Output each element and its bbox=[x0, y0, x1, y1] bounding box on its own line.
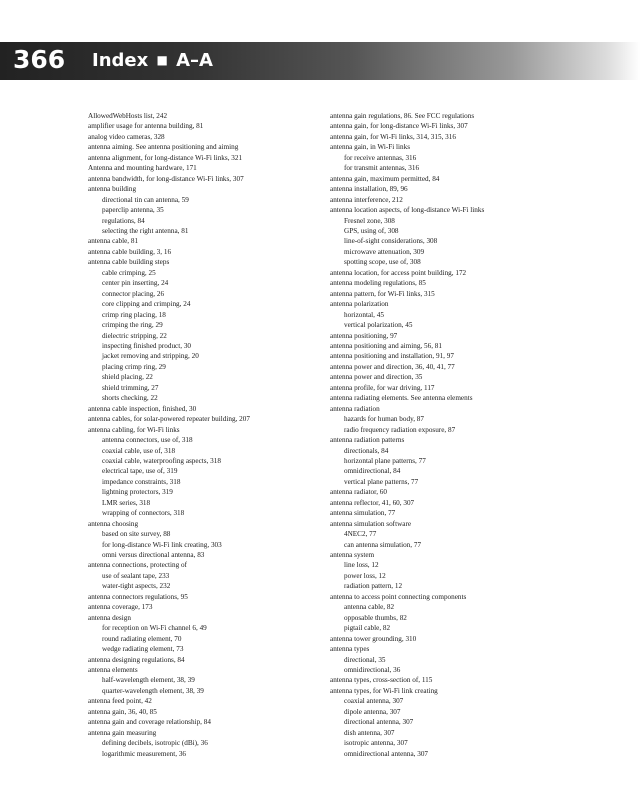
index-entry: antenna bandwidth, for long-distance Wi-Fi links, 307 bbox=[88, 174, 244, 183]
index-entry: antenna cable building, 3, 16 bbox=[88, 247, 172, 256]
index-subentry: connector placing, 26 bbox=[102, 289, 165, 298]
index-entry: antenna connectors regulations, 95 bbox=[88, 592, 188, 601]
index-subentry: based on site survey, 88 bbox=[102, 530, 171, 539]
index-subentry: omni versus directional antenna, 83 bbox=[102, 551, 205, 560]
index-entry: antenna simulation, 77 bbox=[330, 509, 396, 518]
index-entry: AllowedWebHosts list, 242 bbox=[88, 112, 168, 120]
index-subentry: for reception on Wi-Fi channel 6, 49 bbox=[102, 624, 207, 633]
index-entry: antenna gain regulations, 86. See FCC regulations bbox=[330, 112, 475, 120]
index-subentry: placing crimp ring, 29 bbox=[102, 362, 166, 371]
index-entry: antenna elements bbox=[88, 666, 138, 675]
index-subentry: directional antenna, 307 bbox=[344, 718, 414, 727]
index-entry: antenna power and direction, 36, 40, 41, 77 bbox=[330, 362, 455, 371]
index-entry: antenna types bbox=[330, 645, 370, 654]
index-subentry: logarithmic measurement, 36 bbox=[102, 749, 187, 758]
index-subentry: power loss, 12 bbox=[344, 571, 386, 580]
index-entry: antenna building bbox=[88, 185, 137, 194]
index-subentry: shield trimming, 27 bbox=[102, 383, 159, 392]
index-subentry: for long-distance Wi-Fi link creating, 303 bbox=[102, 540, 222, 549]
index-subentry: line-of-sight considerations, 308 bbox=[344, 237, 438, 246]
index-entry: antenna gain, maximum permitted, 84 bbox=[330, 174, 440, 183]
index-entry: antenna location aspects, of long-distance Wi-Fi links bbox=[330, 206, 485, 215]
index-subentry: omnidirectional, 84 bbox=[344, 467, 401, 476]
index-subentry: line loss, 12 bbox=[344, 561, 379, 570]
index-subentry: dish antenna, 307 bbox=[344, 728, 395, 737]
index-entry: antenna aiming. See antenna positioning and aiming bbox=[88, 143, 239, 152]
index-subentry: antenna cable, 82 bbox=[344, 603, 395, 612]
index-subentry: electrical tape, use of, 319 bbox=[102, 467, 178, 476]
header-title bbox=[92, 50, 213, 71]
index-subentry: water-tight aspects, 232 bbox=[102, 582, 171, 591]
index-entry: antenna connections, protecting of bbox=[88, 561, 187, 570]
index-subentry: defining decibels, isotropic (dBi), 36 bbox=[102, 739, 208, 748]
index-subentry: quarter-wavelength element, 38, 39 bbox=[102, 686, 204, 695]
index-subentry: center pin inserting, 24 bbox=[102, 279, 169, 288]
index-subentry: pigtail cable, 82 bbox=[344, 624, 391, 633]
index-entry: antenna simulation software bbox=[330, 519, 412, 528]
index-entry: antenna cable inspection, finished, 30 bbox=[88, 404, 197, 413]
index-entry: antenna radiation bbox=[330, 404, 380, 413]
index-subentry: coaxial antenna, 307 bbox=[344, 697, 404, 706]
index-subentry: jacket removing and stripping, 20 bbox=[102, 352, 199, 361]
index-entry: antenna system bbox=[330, 551, 375, 560]
index-subentry: shield placing, 22 bbox=[102, 373, 153, 382]
index-subentry: for receive antennas, 316 bbox=[344, 153, 417, 162]
index-subentry: for transmit antennas, 316 bbox=[344, 164, 420, 173]
index-subentry: omnidirectional antenna, 307 bbox=[344, 749, 429, 758]
index-subentry: GPS, using of, 308 bbox=[344, 226, 399, 235]
index-entry: antenna polarization bbox=[330, 300, 389, 309]
index-subentry: core clipping and crimping, 24 bbox=[102, 300, 191, 309]
index-subentry: paperclip antenna, 35 bbox=[102, 206, 164, 215]
index-entry: Antenna and mounting hardware, 171 bbox=[88, 164, 197, 173]
index-subentry: opposable thumbs, 82 bbox=[344, 613, 407, 622]
index-entry: antenna interference, 212 bbox=[330, 195, 403, 204]
index-subentry: crimp ring placing, 18 bbox=[102, 310, 166, 319]
index-entry: antenna feed point, 42 bbox=[88, 697, 152, 706]
index-entry: antenna coverage, 173 bbox=[88, 603, 153, 612]
index-entry: antenna to access point connecting components bbox=[330, 592, 467, 601]
index-entry: antenna alignment, for long-distance Wi-Fi links, 321 bbox=[88, 153, 243, 162]
index-entry: antenna cables, for solar-powered repeater building, 207 bbox=[88, 415, 250, 424]
index-entry: antenna designing regulations, 84 bbox=[88, 655, 185, 664]
index-subentry: vertical polarization, 45 bbox=[344, 321, 413, 330]
index-entry: antenna tower grounding, 310 bbox=[330, 634, 417, 643]
letter-range: A–A bbox=[176, 50, 213, 71]
index-entry: antenna positioning and aiming, 56, 81 bbox=[330, 341, 442, 350]
index-column-right bbox=[330, 111, 570, 759]
index-entry: antenna power and direction, 35 bbox=[330, 373, 423, 382]
index-subentry: shorts checking, 22 bbox=[102, 394, 158, 403]
index-subentry: round radiating element, 70 bbox=[102, 634, 182, 643]
index-entry: antenna positioning and installation, 91, 97 bbox=[330, 352, 454, 361]
index-subentry: 4NEC2, 77 bbox=[344, 530, 377, 539]
index-subentry: half-wavelength element, 38, 39 bbox=[102, 676, 195, 685]
index-entry: antenna types, for Wi-Fi link creating bbox=[330, 686, 438, 695]
index-subentry: use of sealant tape, 233 bbox=[102, 571, 170, 580]
index-column-left bbox=[88, 111, 328, 759]
index-subentry: can antenna simulation, 77 bbox=[344, 540, 422, 549]
index-subentry: dielectric stripping, 22 bbox=[102, 331, 167, 340]
separator-square: ■ bbox=[156, 53, 168, 67]
page-number: 366 bbox=[13, 45, 66, 74]
index-entry: antenna gain, 36, 40, 85 bbox=[88, 707, 157, 716]
index-entry: antenna gain, for long-distance Wi-Fi links, 307 bbox=[330, 122, 468, 131]
index-entry: antenna reflector, 41, 60, 307 bbox=[330, 498, 415, 507]
index-entry: antenna choosing bbox=[88, 519, 139, 528]
index-subentry: directionals, 84 bbox=[344, 446, 389, 455]
section-label: Index bbox=[92, 50, 149, 71]
index-subentry: dipole antenna, 307 bbox=[344, 707, 401, 716]
index-entry: antenna radiator, 60 bbox=[330, 488, 387, 497]
index-subentry: Fresnel zone, 308 bbox=[344, 216, 395, 225]
index-entry: analog video cameras, 328 bbox=[88, 132, 165, 141]
index-entry: antenna cabling, for Wi-Fi links bbox=[88, 425, 180, 434]
index-entry: antenna modeling regulations, 85 bbox=[330, 279, 426, 288]
index-entry: antenna gain measuring bbox=[88, 728, 157, 737]
index-subentry: directional tin can antenna, 59 bbox=[102, 195, 189, 204]
index-entry: antenna pattern, for Wi-Fi links, 315 bbox=[330, 289, 435, 298]
index-subentry: microwave attenuation, 309 bbox=[344, 247, 425, 256]
index-subentry: selecting the right antenna, 81 bbox=[102, 226, 189, 235]
index-entry: antenna cable building steps bbox=[88, 258, 170, 267]
index-subentry: inspecting finished product, 30 bbox=[102, 341, 192, 350]
index-subentry: cable crimping, 25 bbox=[102, 268, 156, 277]
index-entry: amplifier usage for antenna building, 81 bbox=[88, 122, 204, 131]
index-subentry: impedance constraints, 318 bbox=[102, 477, 181, 486]
index-subentry: coaxial cable, waterproofing aspects, 318 bbox=[102, 456, 221, 465]
index-subentry: antenna connectors, use of, 318 bbox=[102, 436, 193, 445]
index-entry: antenna location, for access point building, 172 bbox=[330, 268, 467, 277]
page-header bbox=[0, 42, 640, 80]
index-subentry: lightning protectors, 319 bbox=[102, 488, 173, 497]
index-subentry: regulations, 84 bbox=[102, 216, 145, 225]
index-subentry: wrapping of connectors, 318 bbox=[102, 509, 185, 518]
index-subentry: horizontal, 45 bbox=[344, 310, 384, 319]
index-subentry: directional, 35 bbox=[344, 655, 386, 664]
index-subentry: isotropic antenna, 307 bbox=[344, 739, 408, 748]
index-subentry: radio frequency radiation exposure, 87 bbox=[344, 425, 456, 434]
index-entry: antenna profile, for war driving, 117 bbox=[330, 383, 435, 392]
index-subentry: vertical plane patterns, 77 bbox=[344, 477, 419, 486]
index-subentry: LMR series, 318 bbox=[102, 498, 151, 507]
index-subentry: hazards for human body, 87 bbox=[344, 415, 424, 424]
index-entry: antenna installation, 89, 96 bbox=[330, 185, 408, 194]
index-entry: antenna gain, for Wi-Fi links, 314, 315, 316 bbox=[330, 132, 456, 141]
index-entry: antenna gain and coverage relationship, 84 bbox=[88, 718, 211, 727]
index-subentry: spotting scope, use of, 308 bbox=[344, 258, 421, 267]
index-entry: antenna types, cross-section of, 115 bbox=[330, 676, 433, 685]
index-entry: antenna radiating elements. See antenna elements bbox=[330, 394, 473, 403]
index-entry: antenna radiation patterns bbox=[330, 436, 405, 445]
index-subentry: crimping the ring, 29 bbox=[102, 321, 163, 330]
index-entry: antenna design bbox=[88, 613, 131, 622]
index-subentry: wedge radiating element, 73 bbox=[102, 645, 184, 654]
index-subentry: omnidirectional, 36 bbox=[344, 666, 401, 675]
index-subentry: horizontal plane patterns, 77 bbox=[344, 456, 426, 465]
index-entry: antenna positioning, 97 bbox=[330, 331, 398, 340]
index-subentry: radiation pattern, 12 bbox=[344, 582, 403, 591]
index-subentry: coaxial cable, use of, 318 bbox=[102, 446, 176, 455]
index-entry: antenna cable, 81 bbox=[88, 237, 139, 246]
index-entry: antenna gain, in Wi-Fi links bbox=[330, 143, 411, 152]
